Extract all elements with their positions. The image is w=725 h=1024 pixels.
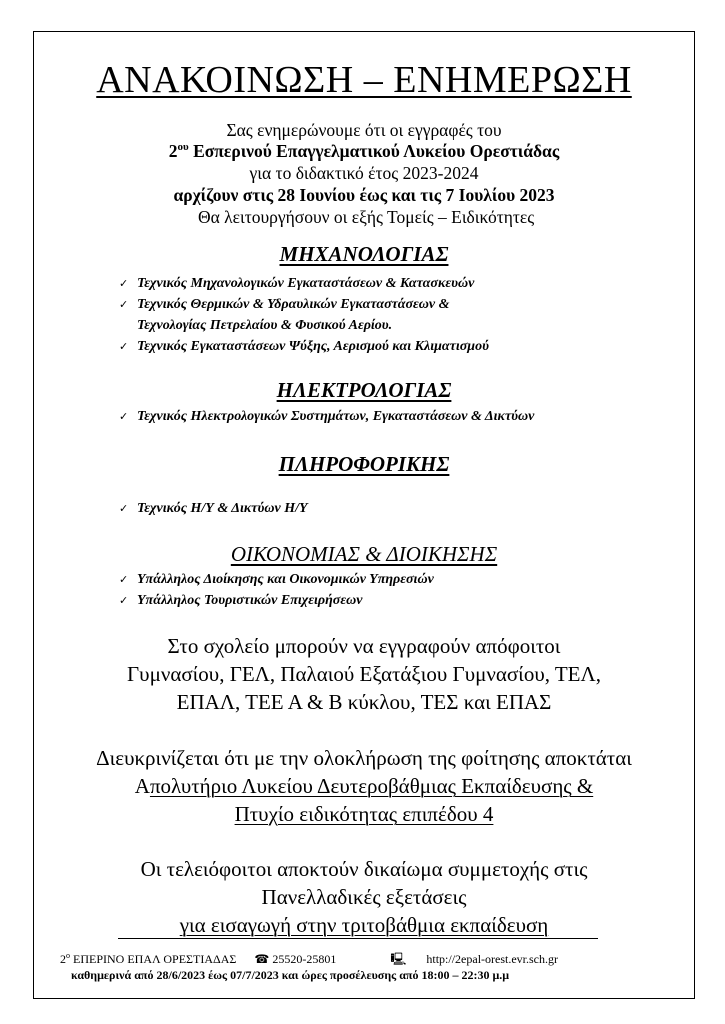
intro-line-1: Σας ενημερώνουμε ότι οι εγγραφές του [226,120,502,140]
list-item [119,501,308,517]
eligibility-line-3: ΕΠΑΛ, ΤΕΕ Α & Β κύκλου, ΤΕΣ και ΕΠΑΣ [176,690,552,714]
section-heading-economics-text: ΟΙΚΟΝΟΜΙΑΣ & ΔΙΟΙΚΗΣΗΣ [230,542,498,566]
check-icon: ✓ [119,573,129,586]
list-item-label: Τεχνικός Μηχανολογικών Εγκαταστάσεων & Κατασκευών [137,276,475,291]
exams-line-2: Πανελλαδικές εξετάσεις [261,885,467,909]
phone-icon: ☎ [254,952,270,966]
school-name: Εσπερινού Επαγγελματικού Λυκείου Ορεστιάδας [188,141,560,161]
eligibility-line-2: Γυμνασίου, ΓΕΛ, Παλαιού Εξατάξιου Γυμνασίου, ΤΕΛ, [127,662,601,686]
check-icon: ✓ [119,410,129,423]
check-icon: ✓ [119,340,129,353]
section-heading-informatics-text: ΠΛΗΡΟΦΟΡΙΚΗΣ [278,452,450,476]
certificate-line-2-rest: πολυτήριο Λυκείου Δευτεροβάθμιας Εκπαίδευσης & [149,774,594,798]
footer-school-number: 2 [60,952,66,966]
intro-line-3: για το διδακτικό έτος 2023-2024 [249,163,479,183]
check-icon: ✓ [119,277,129,290]
footer-school-name: ΕΠΕΡΙΝΟ ΕΠΑΛ ΟΡΕΣΤΙΑΔΑΣ [70,952,237,966]
list-item [119,593,362,609]
check-icon: ✓ [119,298,129,311]
check-icon: ✓ [119,594,129,607]
footer-hours: καθημερινά από 28/6/2023 έως 07/7/2023 και ώρες προσέλευσης από 18:00 – 22:30 μ.μ [71,968,510,982]
list-item-label: Υπάλληλος Τουριστικών Επιχειρήσεων [137,593,363,608]
list-item-continuation: Τεχνολογίας Πετρελαίου & Φυσικού Αερίου. [137,318,393,333]
list-item [119,339,489,355]
eligibility-line-1: Στο σχολείο μπορούν να εγγραφούν απόφοιτοι [167,634,561,658]
certificate-line-2 [33,772,695,800]
section-heading-economics [33,542,695,567]
footer-website-link[interactable]: http://2epal-orest.evr.sch.gr [426,952,559,966]
footer-school-suffix: ο [66,951,70,960]
computer-icon: 🖳 [390,952,407,966]
list-item-label: Υπάλληλος Διοίκησης και Οικονομικών Υπηρεσιών [137,572,434,587]
intro-line-5: Θα λειτουργήσουν οι εξής Τομείς – Ειδικότητες [198,207,535,227]
certificate-line-3-text: Πτυχίο ειδικότητας επιπέδου 4 [234,802,494,826]
announcement-title [33,58,695,102]
list-item [119,572,434,588]
list-item [119,297,449,313]
certificate-line-2-initial: Α [134,774,150,798]
school-number-suffix: ου [177,141,189,154]
certificate-line-1: Διευκρινίζεται ότι με την ολοκλήρωση της φοίτησης αποκτάται [96,746,632,770]
list-item-label: Τεχνικός Η/Υ & Δικτύων Η/Υ [137,501,308,516]
list-item [119,276,474,292]
exams-line-1: Οι τελειόφοιτοι αποκτούν δικαίωμα συμμετοχής στις [140,857,588,881]
exams-line-3-text: για εισαγωγή στην τριτοβάθμια εκπαίδευση [179,913,549,937]
intro-line-2 [33,141,695,162]
intro-dates: αρχίζουν στις 28 Ιουνίου έως και τις 7 Ιουλίου 2023 [173,185,555,205]
section-heading-mechanical-text: ΜΗΧΑΝΟΛΟΓΙΑΣ [279,242,449,266]
section-heading-electrical-text: ΗΛΕΚΤΡΟΛΟΓΙΑΣ [276,378,452,402]
section-heading-mechanical [33,242,695,267]
announcement-title-text: ΑΝΑΚΟΙΝΩΣΗ – ΕΝΗΜΕΡΩΣΗ [96,59,632,101]
check-icon: ✓ [119,502,129,515]
list-item-label: Τεχνικός Εγκαταστάσεων Ψύξης, Αερισμού και Κλιματισμού [137,339,489,354]
section-heading-informatics [33,452,695,477]
list-item-label: Τεχνικός Ηλεκτρολογικών Συστημάτων, Εγκαταστάσεων & Δικτύων [137,409,535,424]
divider [118,938,598,939]
footer-phone: 25520-25801 [272,952,337,966]
certificate-line-3 [33,800,695,828]
list-item-label: Τεχνικός Θερμικών & Υδραυλικών Εγκαταστάσεων & [137,297,450,312]
exams-line-3 [33,911,695,939]
section-heading-electrical [33,378,695,403]
school-number: 2 [168,141,178,161]
list-item [119,409,534,425]
